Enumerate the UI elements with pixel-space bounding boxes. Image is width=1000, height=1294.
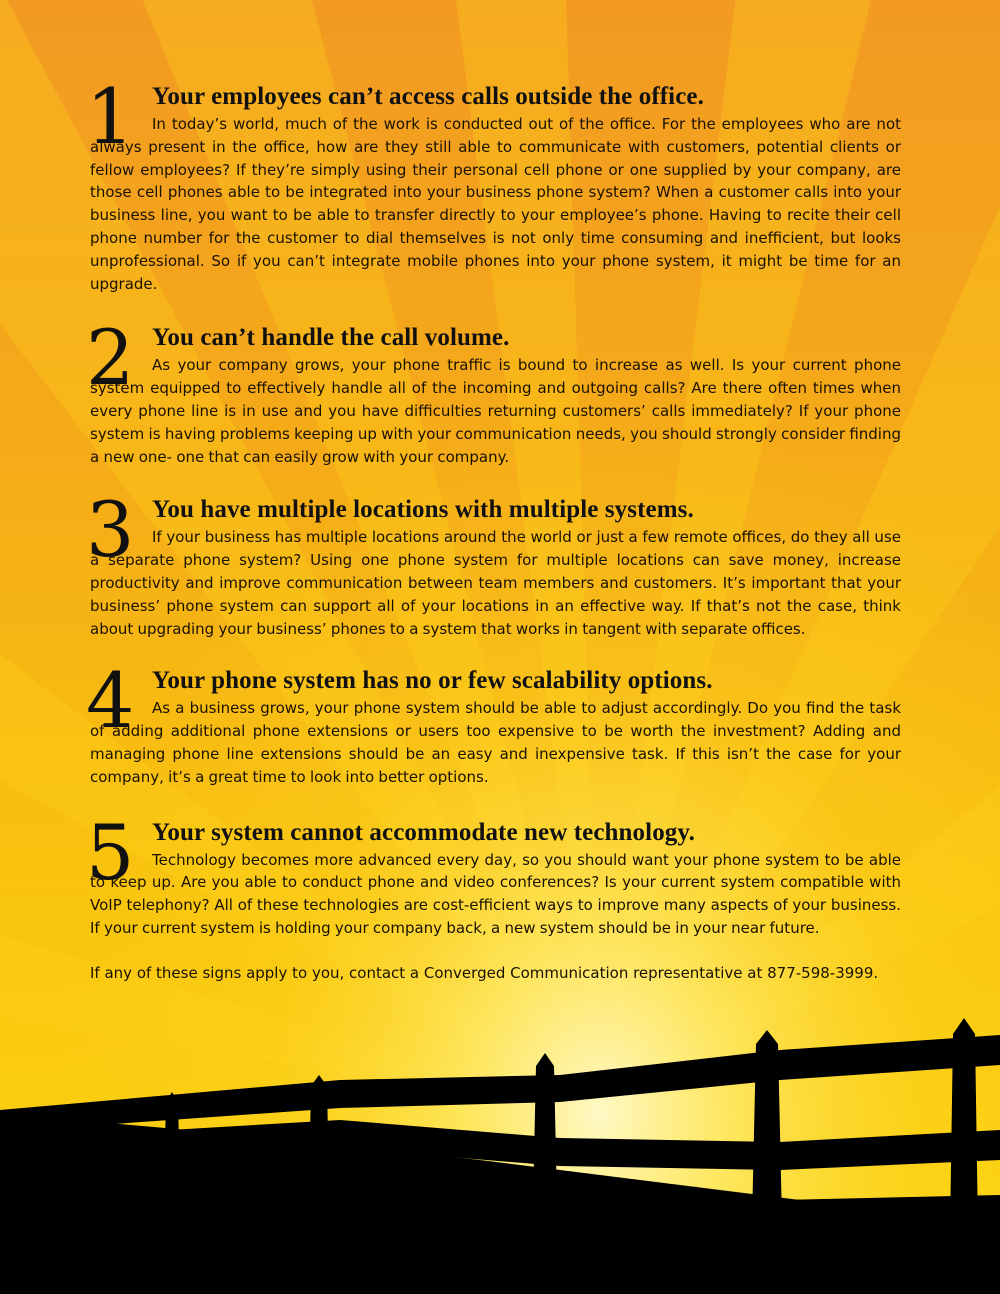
sign-body-2: As your company grows, your phone traffic is bound to increase as well. Is your current phone system equipped to effectively handle all of the incoming and outgoing calls? Are there often times when every phone line is in use and you have difficulties returning customers’ calls immediately? If your phone system is having problems keeping up with your communication needs, you should strongly consider finding a new one- one that can easily grow with your company. [90, 356, 901, 466]
sign-number-5: 5 [86, 807, 135, 897]
contact-line: If any of these signs apply to you, contact a Converged Communication representative at 877-598-3999. [90, 963, 879, 982]
sign-4 [86, 656, 901, 788]
sign-number-2: 2 [86, 313, 135, 403]
sign-body-4: As a business grows, your phone system should be able to adjust accordingly. Do you find the task of adding additional phone extensions or users too expensive to be worth the investment? Adding and managing phone line extensions should be an easy and inexpensive task. If this isn’t the case for your company, it’s a great time to look into better options. [90, 699, 901, 786]
sign-1 [86, 72, 901, 295]
sign-heading-4: Your phone system has no or few scalability options. [152, 667, 713, 695]
sign-heading-2: You can’t handle the call volume. [152, 324, 510, 352]
sign-heading-5: Your system cannot accommodate new technology. [152, 818, 695, 846]
sign-2 [86, 313, 901, 468]
sign-body-1: In today’s world, much of the work is conducted out of the office. For the employees who are not always present in the office, how are they still able to communicate with customers, potential clients or fellow employees? If they’re simply using their personal cell phone or one supplied by your company, are those cell phones able to be integrated into your business phone system? When a customer calls into your business line, you want to be able to transfer directly to your employee’s phone. Having to recite their cell phone number for the customer to dial themselves is not only time consuming and inefficient, but looks unprofessional. So if you can’t integrate mobile phones into your phone system, it might be time for an upgrade. [90, 115, 901, 293]
fence-silhouette [0, 1000, 1000, 1294]
sign-5 [86, 807, 901, 940]
sign-heading-1: Your employees can’t access calls outside the office. [152, 83, 704, 110]
sign-number-3: 3 [86, 485, 135, 575]
sign-body-5: Technology becomes more advanced every day, so you should want your phone system to be able to keep up. Are you able to conduct phone and video conferences? Is your current system compatible with VoIP telephony? All of these technologies are cost-efficient ways to improve many aspects of your business. If your current system is holding your company back, a new system should be in your near future. [90, 850, 901, 937]
sign-heading-3: You have multiple locations with multiple systems. [152, 496, 694, 524]
sign-3 [86, 485, 901, 640]
sign-body-3: If your business has multiple locations around the world or just a few remote offices, do they all use a separate phone system? Using one phone system for multiple locations can save money, increase productivity and improve communication between team members and customers. It’s important that your business’ phone system can support all of your locations in an effective way. If that’s not the case, think about upgrading your business’ phones to a system that works in tangent with separate offices. [90, 528, 901, 638]
sign-number-4: 4 [86, 656, 135, 746]
sign-number-1: 1 [86, 72, 135, 161]
signs-article [86, 72, 901, 984]
